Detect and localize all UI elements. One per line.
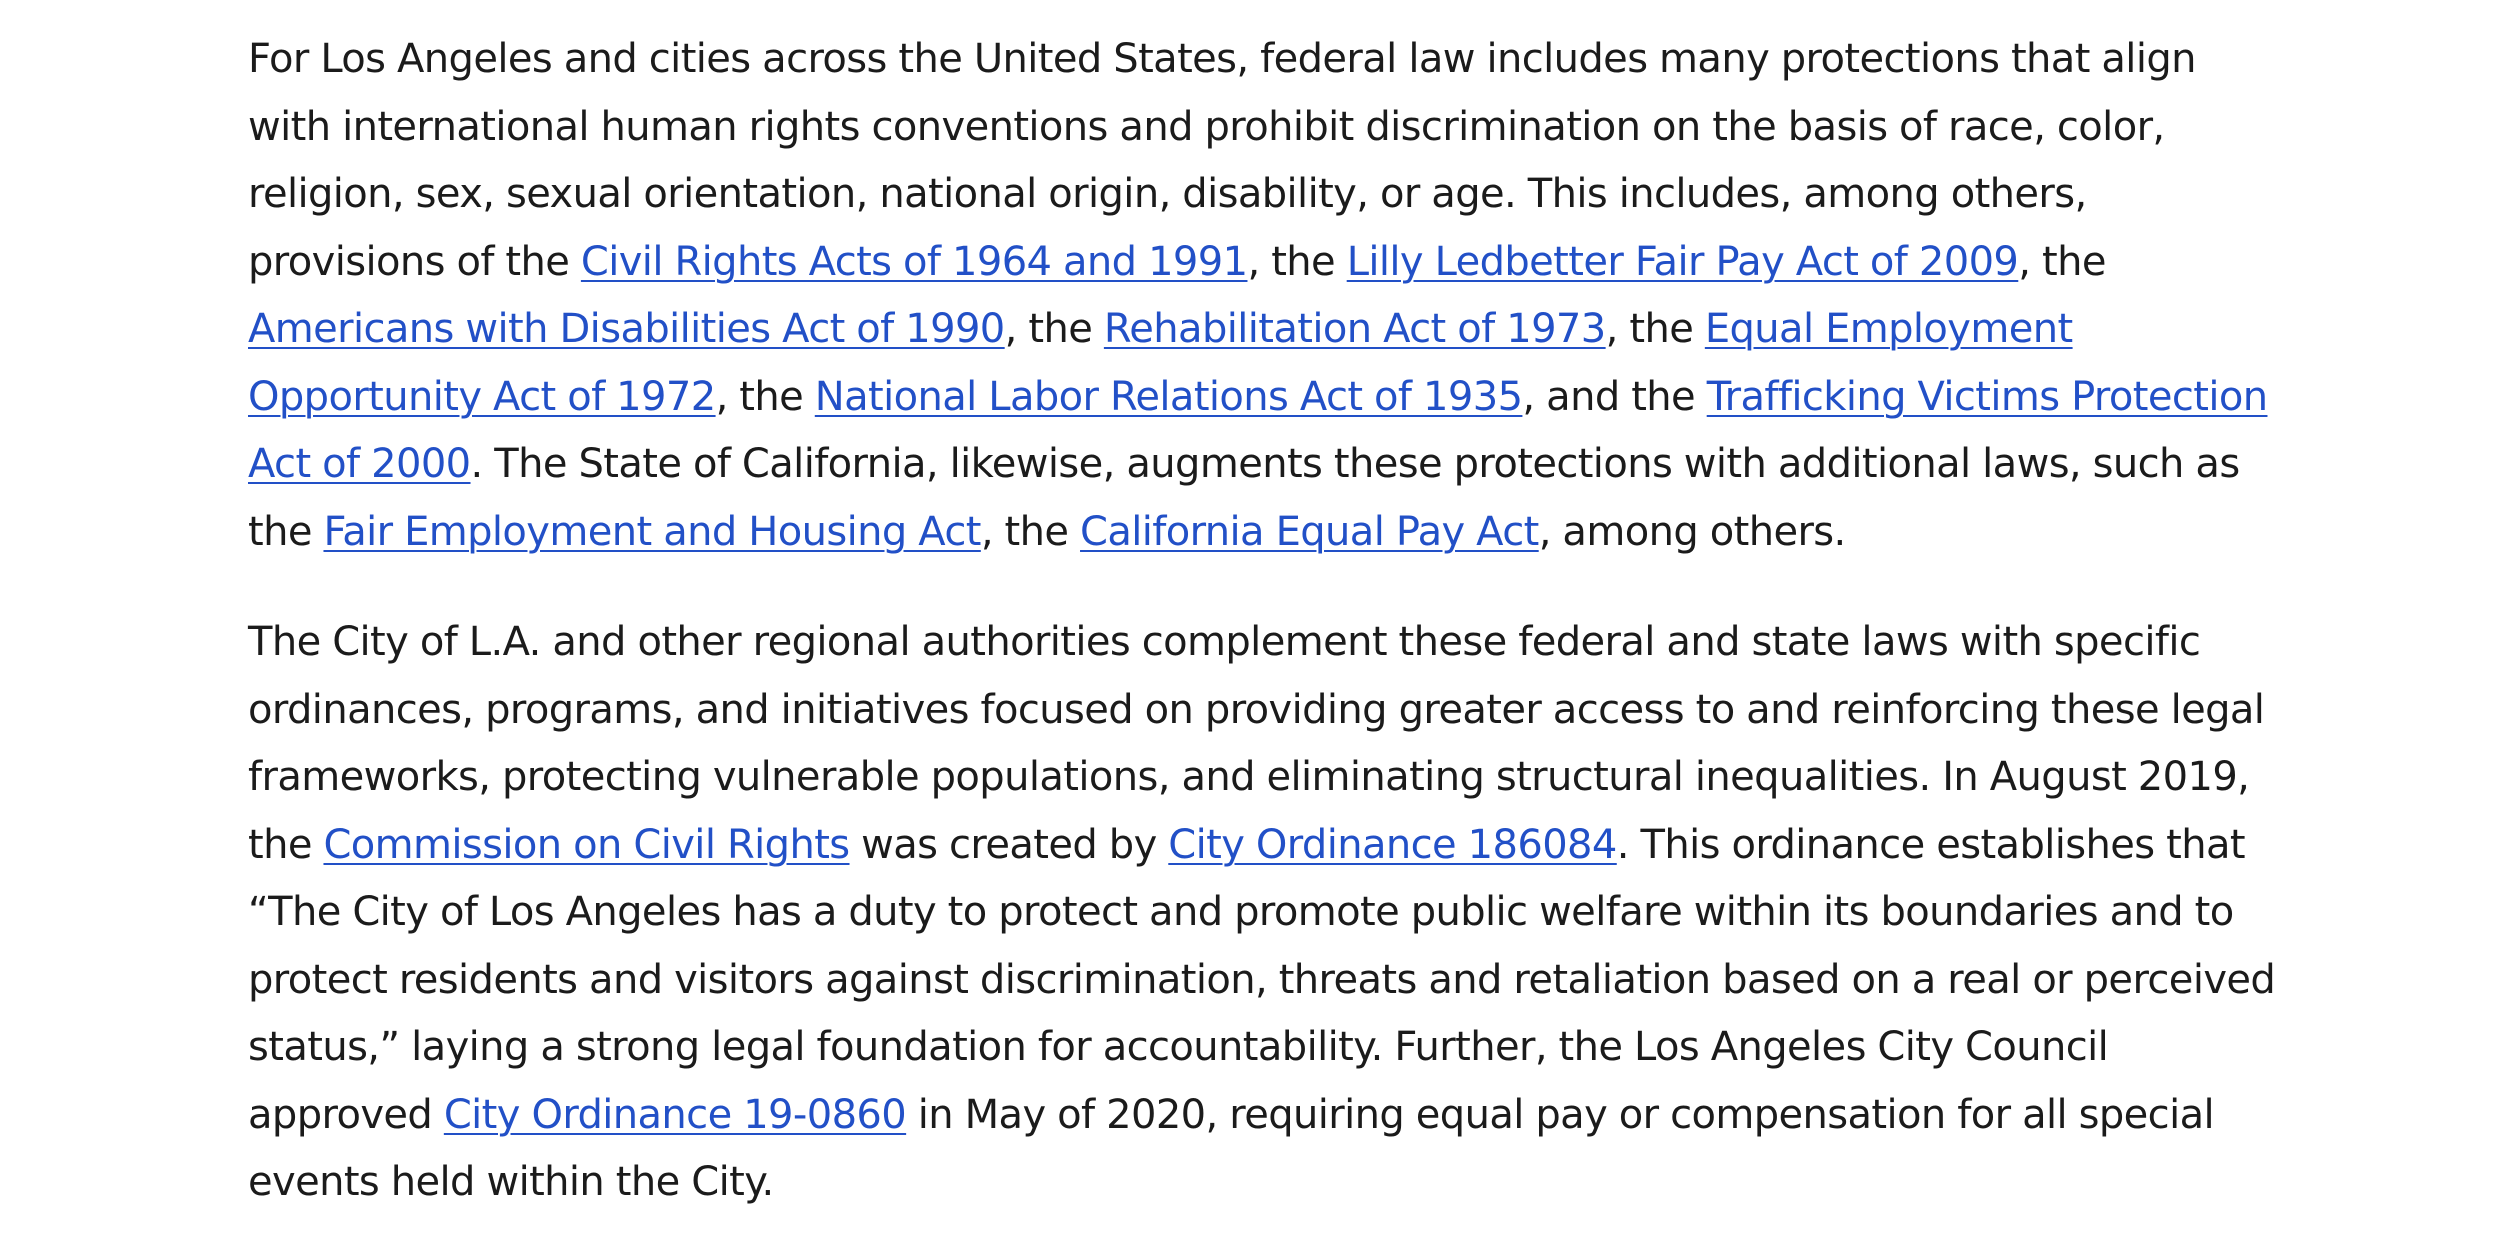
link-city-ordinance-186084[interactable]: City Ordinance 186084 xyxy=(1168,821,1617,868)
article-body xyxy=(248,26,2278,1260)
link-national-labor-relations-act[interactable]: National Labor Relations Act of 1935 xyxy=(814,373,1523,420)
link-trafficking-victims-protection-act[interactable]: Trafficking Victims Protection Act of 2000 xyxy=(248,373,2268,487)
link-california-equal-pay-act[interactable]: California Equal Pay Act xyxy=(1080,508,1539,555)
text-segment: , among others. xyxy=(1538,508,1846,555)
link-city-ordinance-19-0860[interactable]: City Ordinance 19-0860 xyxy=(443,1091,907,1138)
text-segment: , and the xyxy=(1522,373,1707,420)
link-americans-with-disabilities-act[interactable]: Americans with Disabilities Act of 1990 xyxy=(248,306,1005,352)
text-segment: For Los Angeles and cities across the United States, federal law includes many protections that align with international human rights conventions and prohibit discrimination on the basis of race, color, religion, sex, sexual orientation, national origin, disability, or age. This includes, among others, provisions of the xyxy=(248,36,2196,285)
text-segment: , the xyxy=(980,508,1081,555)
text-segment: , the xyxy=(1004,306,1104,352)
link-fair-employment-housing-act[interactable]: Fair Employment and Housing Act xyxy=(323,508,981,555)
text-segment: , the xyxy=(2018,238,2106,285)
text-segment: The City of L.A. and other regional authorities complement these federal and state laws with specific ordinances, programs, and initiatives focused on providing greater access to and reinforcing these legal frameworks, protecting vulnerable populations, and eliminating structural inequalities. In August 2019, the xyxy=(248,619,2265,868)
link-rehabilitation-act[interactable]: Rehabilitation Act of 1973 xyxy=(1103,306,1606,352)
link-lilly-ledbetter-act[interactable]: Lilly Ledbetter Fair Pay Act of 2009 xyxy=(1346,238,2019,285)
text-segment: , the xyxy=(1247,238,1347,285)
text-segment: . The State of California, likewise, augments these protections with additional laws, such as the xyxy=(248,441,2240,555)
paragraph-city-ordinances xyxy=(248,609,2278,1217)
text-segment: was created by xyxy=(849,821,1169,868)
paragraph-federal-state-laws xyxy=(248,26,2278,566)
text-segment: . This ordinance establishes that “The City of Los Angeles has a duty to protect and promote public welfare within its boundaries and to protect residents and visitors against discrimination, threats and retaliation based on a real or perceived status,” laying a strong legal foundation for accountability. Further, the Los Angeles City Council approved xyxy=(248,821,2276,1138)
text-segment: , the xyxy=(715,373,815,420)
text-segment: in May of 2020, requiring equal pay or compensation for all special events held within the City. xyxy=(248,1091,2215,1205)
link-civil-rights-acts[interactable]: Civil Rights Acts of 1964 and 1991 xyxy=(580,238,1248,285)
text-segment: , the xyxy=(1605,306,1705,352)
link-commission-on-civil-rights[interactable]: Commission on Civil Rights xyxy=(323,821,850,868)
link-equal-employment-opportunity-act[interactable]: Equal Employment Opportunity Act of 1972 xyxy=(248,306,2073,420)
